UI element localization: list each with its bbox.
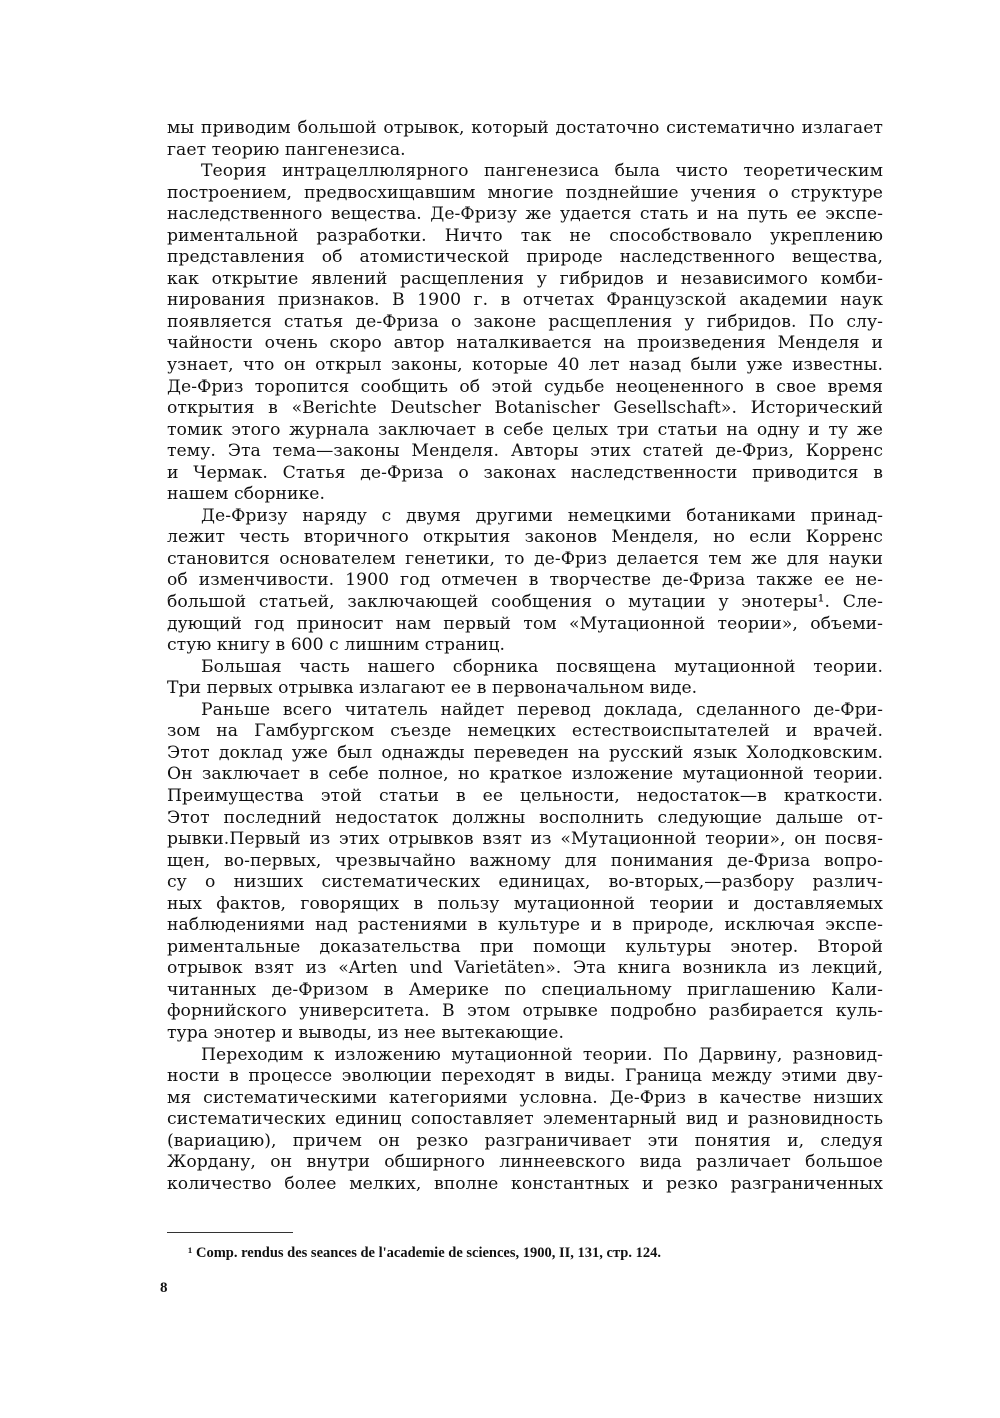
text-line: ных фактов, говорящих в пользу мутационной теории и доставляемых xyxy=(167,893,883,914)
text-line: представления об атомистической природе наследственного вещества, xyxy=(167,247,883,268)
footnote-text: Comp. rendus des seances de l'academie de sciences, 1900, II, 131, стр. 124. xyxy=(195,1245,661,1261)
text-line: Де-Фриз торопится сообщить об этой судьбе неоцененного в свое время xyxy=(167,376,883,397)
text-line: (вариацию), причем он резко разграничивает эти понятия и, следуя xyxy=(167,1130,883,1151)
text-line: Переходим к изложению мутационной теории. По Дарвину, разновид- xyxy=(201,1044,883,1065)
text-line: построением, предвосхищавшим многие позднейшие учения о структуре xyxy=(167,182,883,203)
text-line: гает теорию пангенезиса. xyxy=(167,139,406,160)
body-text xyxy=(167,118,883,1195)
text-line: Этот доклад уже был однажды переведен на русский язык Холодковским. xyxy=(167,742,883,763)
text-line: мя систематическими категориями условна. Де-Фриз в качестве низших xyxy=(167,1087,883,1108)
text-line: су о низших систематических единицах, во-вторых,—разбору различ- xyxy=(167,872,883,893)
text-line: об изменчивости. 1900 год отмечен в творчестве де-Фриза также ее не- xyxy=(167,570,883,591)
text-line: становится основателем генетики, то де-Фриз делается тем же для науки xyxy=(167,548,883,569)
text-line: форнийского университета. В этом отрывке подробно разбирается куль- xyxy=(167,1001,883,1022)
text-line: Теория интрацеллюлярного пангенезиса была чисто теоретическим xyxy=(201,161,883,182)
text-line: Преимущества этой статьи в ее цельности, недостаток—в краткости. xyxy=(167,785,883,806)
text-line: узнает, что он открыл законы, которые 40 лет назад были уже известны. xyxy=(167,355,883,376)
text-line: Де-Фризу наряду с двумя другими немецкими ботаниками принад- xyxy=(201,505,883,526)
text-line: и Чермак. Статья де-Фриза о законах наследственности приводится в xyxy=(167,462,883,483)
text-line: тему. Эта тема—законы Менделя. Авторы этих статей де-Фриз, Корренс xyxy=(167,441,883,462)
text-line: нирования признаков. В 1900 г. в отчетах Французской академии наук xyxy=(167,290,883,311)
text-line: Жордану, он внутри обширного линнеевского вида различает большое xyxy=(167,1152,883,1173)
text-line: Раньше всего читатель найдет перевод доклада, сделанного де-Фри- xyxy=(201,699,883,720)
text-line: читанных де-Фризом в Америке по специальному приглашению Кали- xyxy=(167,979,883,1000)
text-line: ности в процессе эволюции переходят в виды. Граница между этими дву- xyxy=(167,1066,883,1087)
text-line: Он заключает в себе полное, но краткое изложение мутационной теории. xyxy=(167,764,883,785)
text-line: отрывок взят из «Arten und Varietäten». Эта книга возникла из лекций, xyxy=(167,958,883,979)
text-line: томик этого журнала заключает в себе целых три статьи на одну и ту же xyxy=(167,419,883,440)
text-line: Большая часть нашего сборника посвящена мутационной теории. xyxy=(201,656,883,677)
text-line: лежит честь вторичного открытия законов Менделя, но если Корренс xyxy=(167,527,883,548)
text-line: дующий год приносит нам первый том «Мутационной теории», объеми- xyxy=(167,613,883,634)
text-line: риментальной разработки. Ничто так не способствовало укреплению xyxy=(167,225,883,246)
text-line: количество более мелких, вполне константных и резко разграниченных xyxy=(167,1173,883,1194)
footnote-marker: ¹ xyxy=(188,1245,193,1261)
page-number: 8 xyxy=(160,1280,168,1296)
footnote xyxy=(188,1243,661,1263)
text-line: Три первых отрывка излагают ее в первоначальном виде. xyxy=(167,678,698,699)
text-line: как открытие явлений расщепления у гибридов и независимого комби- xyxy=(167,268,883,289)
footnote-divider xyxy=(167,1232,293,1233)
text-line: тура энотер и выводы, из нее вытекающие. xyxy=(167,1022,565,1043)
text-line: чайности очень скоро автор наталкивается на произведения Менделя и xyxy=(167,333,883,354)
text-line: систематических единиц сопоставляет элементарный вид и разновидность xyxy=(167,1109,883,1130)
text-line: зом на Гамбургском съезде немецких естествоиспытателей и врачей. xyxy=(167,721,883,742)
text-line: мы приводим большой отрывок, который достаточно систематично излагает xyxy=(167,118,883,138)
text-line: стую книгу в 600 с лишним страниц. xyxy=(167,635,506,656)
text-line: наследственного вещества. Де-Фризу же удается стать и на путь ее экспе- xyxy=(167,204,883,225)
text-line: появляется статья де-Фриза о законе расщепления у гибридов. По слу- xyxy=(167,311,883,332)
text-line: наблюдениями над растениями в культуре и в природе, исключая экспе- xyxy=(167,915,883,936)
text-line: рывки.Первый из этих отрывков взят из «Мутационной теории», он посвя- xyxy=(167,829,883,850)
text-line: щен, во-первых, чрезвычайно важному для понимания де-Фриза вопро- xyxy=(167,850,883,871)
text-line: нашем сборнике. xyxy=(167,484,326,505)
text-line: открытия в «Berichte Deutscher Botanischer Gesellschaft». Исторический xyxy=(167,398,883,419)
text-line: риментальные доказательства при помощи культуры энотер. Второй xyxy=(167,936,883,957)
text-line: Этот последний недостаток должны восполнить следующие дальше от- xyxy=(167,807,883,828)
text-line: большой статьей, заключающей сообщения о мутации у энотеры¹. Сле- xyxy=(167,592,883,613)
